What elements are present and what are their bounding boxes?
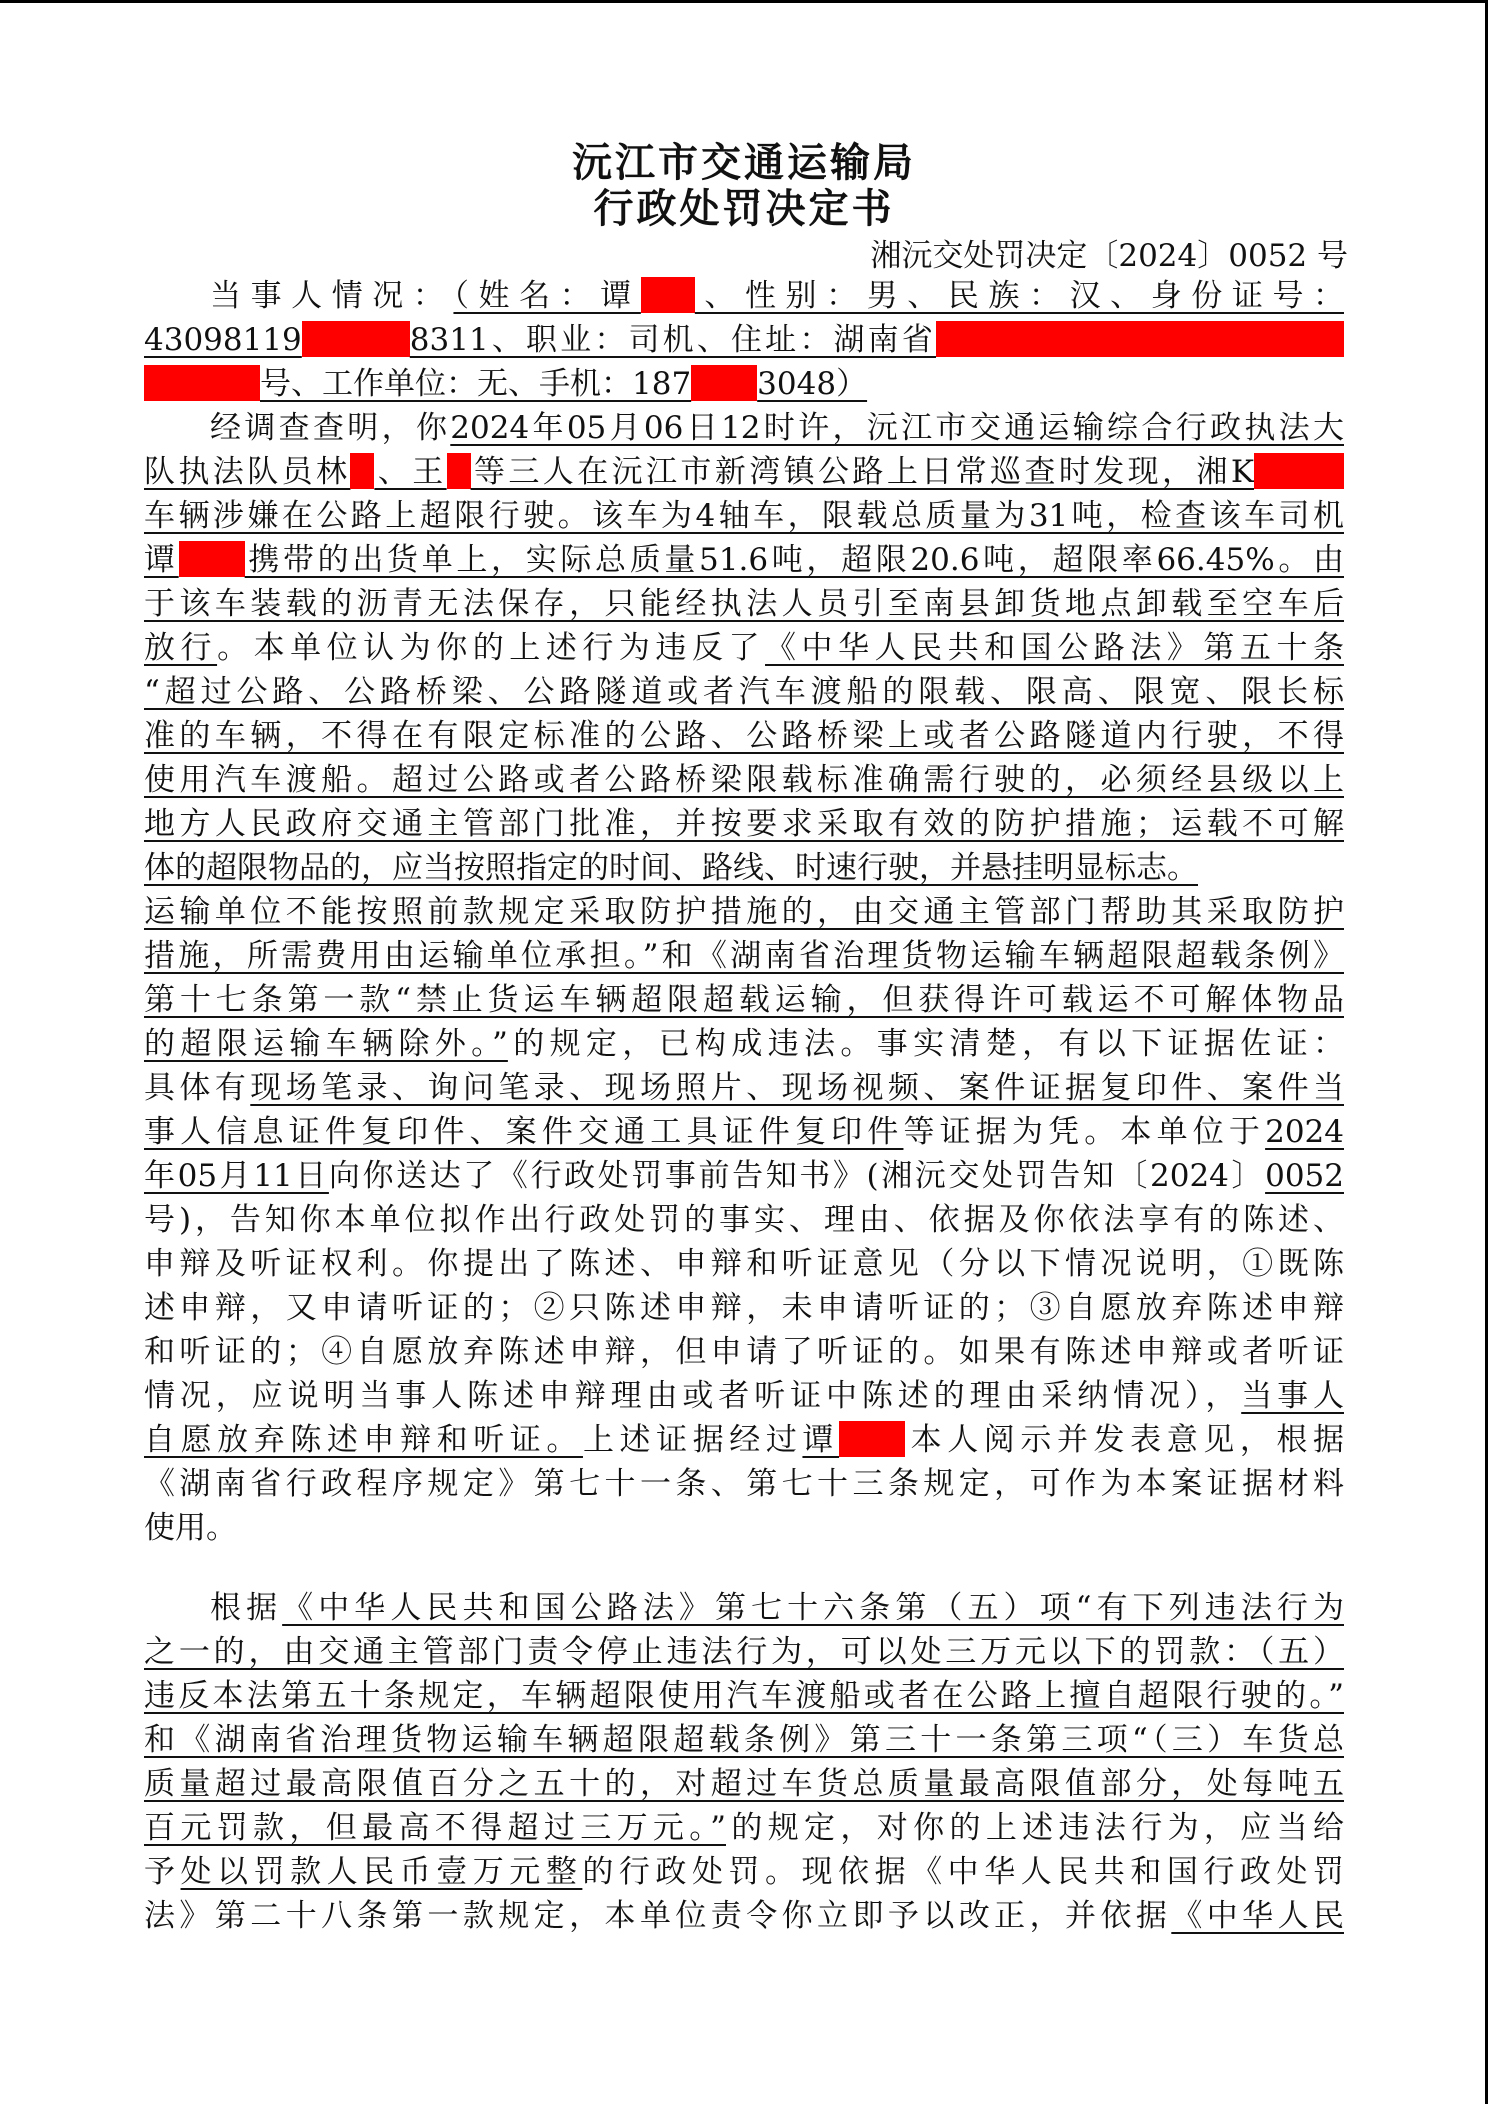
basis-line: 根据《中华人民共和国公路法》第七十六条第（五）项“有下列违法行为	[210, 1590, 1344, 1626]
facts-line: 准的车辆，不得在有限定标准的公路、公路桥梁上或者公路隧道内行驶，不得	[144, 718, 1344, 754]
facts-line: 放行。本单位认为你的上述行为违反了《中华人民共和国公路法》第五十条	[144, 630, 1344, 666]
document-title-agency: 沅江市交通运输局	[572, 139, 916, 186]
facts-line: 第十七条第一款“禁止货运车辆超限超载运输，但获得许可载运不可解体物品	[144, 982, 1344, 1018]
facts-line: 年05月11日向你送达了《行政处罚事前告知书》(湘沅交处罚告知〔2024〕0052	[144, 1158, 1344, 1194]
facts-line: 体的超限物品的，应当按照指定的时间、路线、时速行驶，并悬挂明显标志。	[144, 850, 1198, 886]
redaction-box	[447, 453, 471, 489]
basis-line: 百元罚款，但最高不得超过三万元。”的规定，对你的上述违法行为，应当给	[144, 1810, 1344, 1846]
facts-line: 措施，所需费用由运输单位承担。”和《湖南省治理货物运输车辆超限超载条例》	[144, 938, 1344, 974]
redaction-box	[691, 365, 757, 401]
facts-line: 和听证的；④自愿放弃陈述申辩，但申请了听证的。如果有陈述申辩或者听证	[144, 1334, 1344, 1370]
facts-line: 运输单位不能按照前款规定采取防护措施的，由交通主管部门帮助其采取防护	[144, 894, 1344, 930]
facts-line: 地方人民政府交通主管部门批准，并按要求采取有效的防护措施；运载不可解	[144, 806, 1344, 842]
facts-line: “超过公路、公路桥梁、公路隧道或者汽车渡船的限载、限高、限宽、限长标	[144, 674, 1344, 710]
basis-line: 违反本法第五十条规定，车辆超限使用汽车渡船或者在公路上擅自超限行驶的。”	[144, 1678, 1344, 1714]
redaction-box	[144, 365, 260, 401]
basis-line: 法》第二十八条第一款规定，本单位责令你立即予以改正，并依据《中华人民	[144, 1898, 1344, 1934]
facts-line: 自愿放弃陈述申辩和听证。上述证据经过谭 本人阅示并发表意见，根据	[144, 1422, 1344, 1458]
facts-line: 使用。	[144, 1510, 237, 1546]
redaction-box	[302, 321, 410, 357]
redaction-box	[839, 1421, 905, 1457]
party-info-line: 43098119 8311、职业：司机、住址：湖南省	[144, 318, 1344, 362]
redaction-box	[350, 453, 374, 489]
facts-line: 谭 携带的出货单上，实际总质量51.6吨，超限20.6吨，超限率66.45%。由	[144, 542, 1344, 578]
facts-line: 队执法队员林 、王 等三人在沅江市新湾镇公路上日常巡查时发现，湘K	[144, 450, 1344, 494]
basis-line: 和《湖南省治理货物运输车辆超限超载条例》第三十一条第三项“（三）车货总	[144, 1722, 1344, 1758]
redaction-box	[641, 277, 695, 313]
facts-line: 事人信息证件复印件、案件交通工具证件复印件等证据为凭。本单位于2024	[144, 1114, 1344, 1150]
basis-line: 质量超过最高限值百分之五十的，对超过车货总质量最高限值部分，处每吨五	[144, 1766, 1344, 1802]
facts-line: 于该车装载的沥青无法保存，只能经执法人员引至南县卸货地点卸载至空车后	[144, 586, 1344, 622]
document-number: 湘沅交处罚决定〔2024〕0052 号	[870, 238, 1348, 274]
facts-line: 具体有现场笔录、询问笔录、现场照片、现场视频、案件证据复印件、案件当	[144, 1070, 1344, 1106]
facts-line: 情况，应说明当事人陈述申辩理由或者听证中陈述的理由采纳情况），当事人	[144, 1378, 1344, 1414]
facts-line: 车辆涉嫌在公路上超限行驶。该车为4轴车，限载总质量为31吨，检查该车司机	[144, 498, 1344, 534]
facts-line: 使用汽车渡船。超过公路或者公路桥梁限载标准确需行驶的，必须经县级以上	[144, 762, 1344, 798]
facts-line: 《湖南省行政程序规定》第七十一条、第七十三条规定，可作为本案证据材料	[144, 1466, 1344, 1502]
facts-line: 的超限运输车辆除外。”的规定，已构成违法。事实清楚，有以下证据佐证：	[144, 1026, 1344, 1062]
redaction-box	[1254, 453, 1344, 489]
facts-line: 号)，告知你本单位拟作出行政处罚的事实、理由、依据及你依法享有的陈述、	[144, 1202, 1344, 1238]
facts-line: 经调查查明，你2024年05月06日12时许，沅江市交通运输综合行政执法大	[210, 410, 1344, 446]
redaction-box	[179, 541, 245, 577]
basis-line: 之一的，由交通主管部门责令停止违法行为，可以处三万元以下的罚款：（五）	[144, 1634, 1344, 1670]
document-body	[144, 274, 1344, 1938]
redaction-box	[936, 321, 1344, 357]
party-info-line: 当事人情况：（姓名：谭 、性别：男、民族：汉、身份证号：	[210, 278, 1344, 314]
document-title-type: 行政处罚决定书	[593, 185, 895, 232]
basis-line: 予处以罚款人民币壹万元整的行政处罚。现依据《中华人民共和国行政处罚	[144, 1854, 1344, 1890]
facts-line: 述申辩，又申请听证的；②只陈述申辩，未申请听证的；③自愿放弃陈述申辩	[144, 1290, 1344, 1326]
party-info-line: 号、工作单位：无、手机：187 3048）	[144, 362, 1344, 406]
facts-line: 申辩及听证权利。你提出了陈述、申辩和听证意见（分以下情况说明，①既陈	[144, 1246, 1344, 1282]
